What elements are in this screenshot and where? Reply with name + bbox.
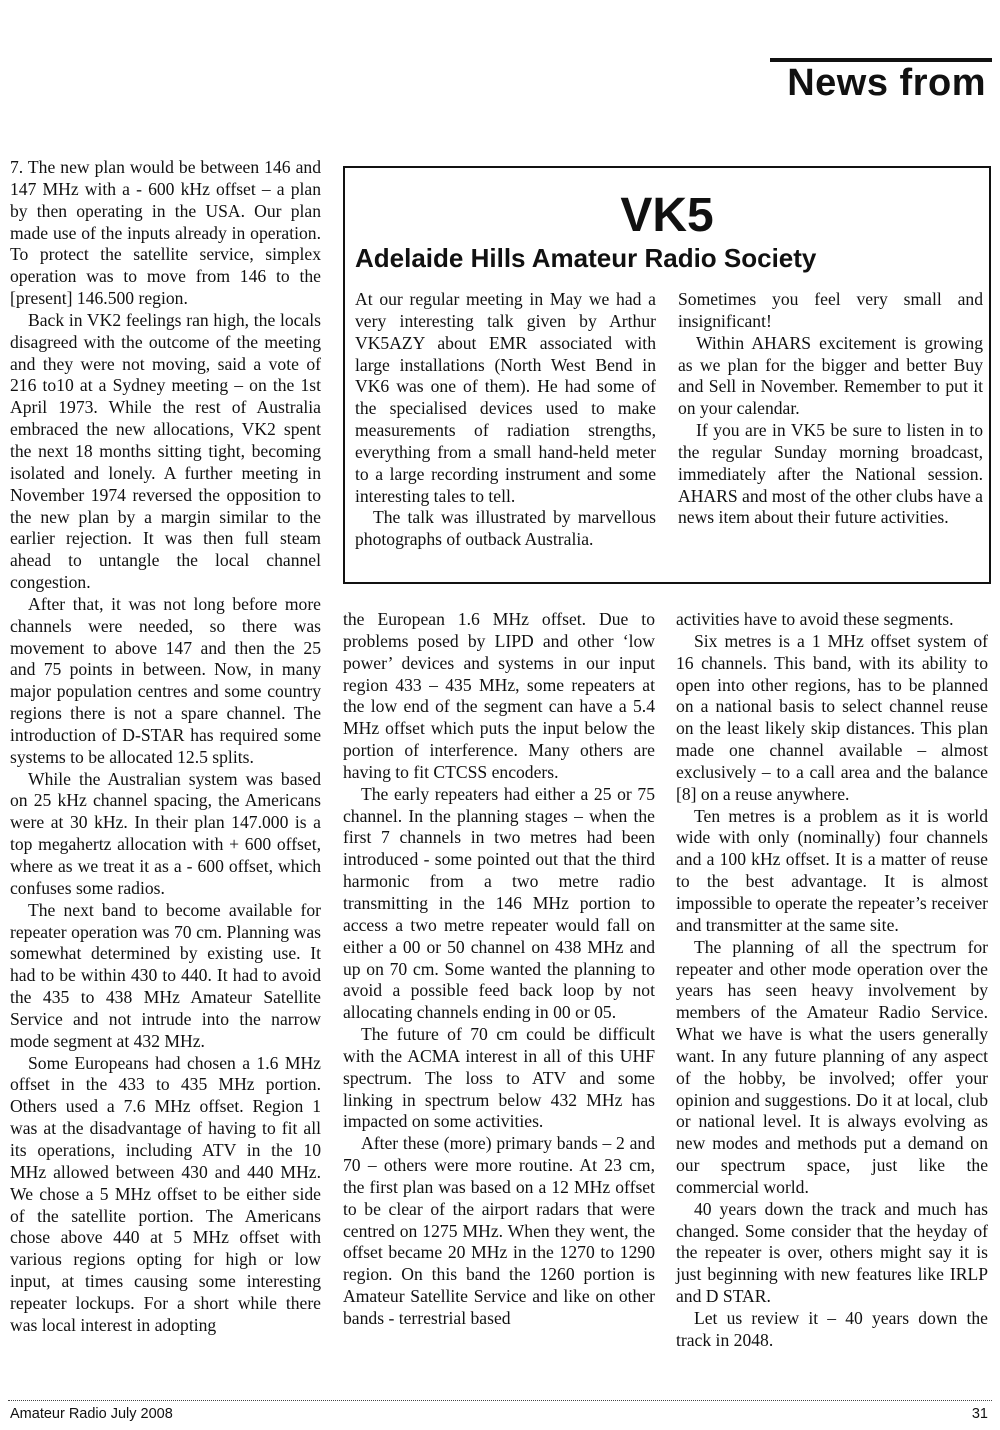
paragraph: 7. The new plan would be between 146 and 147 MHz with a - 600 kHz offset – a plan by then operating in the USA. Our plan made use of the inputs already in operation. To protect the satellite service, simplex operation was to move from 146 to the [present] 146.500 region.	[10, 157, 321, 309]
box-title: VK5	[620, 189, 714, 242]
footer-rule	[8, 1400, 992, 1401]
box-column-left	[355, 289, 656, 551]
paragraph: activities have to avoid these segments.	[676, 609, 954, 629]
paragraph: Some Europeans had chosen a 1.6 MHz offset in the 433 to 435 MHz portion. Others used a 7.6 MHz offset. Region 1 was at the disadvantage of having to fit all its operations, including ATV in the 10 MHz allowed between 430 and 440 MHz. We chose a 5 MHz offset to be either side of the satellite portion. The Americans chose above 440 at 5 MHz offset with various regions opting for high or low input, at times causing some interesting repeater lockups. For a short while there was local interest in adopting	[10, 1052, 321, 1335]
page-number: 31	[971, 1406, 988, 1422]
paragraph: After these (more) primary bands – 2 and 70 – others were more routine. At 23 cm, the first plan was based on a 12 MHz offset to be clear of the airport radars that were centred on 1275 MHz. When they went, the offset became 20 MHz in the 1270 to 1290 region. On this band the 1260 portion is Amateur Satellite Service and like on other bands - terrestrial based	[343, 1133, 655, 1328]
paragraph: Within AHARS excitement is growing as we plan for the bigger and better Buy and Sell in November. Remember to put it on your calendar.	[678, 332, 983, 419]
paragraph: While the Australian system was based on 25 kHz channel spacing, the Americans were at 30 kHz. In their plan 147.000 is a top megahertz allocation with + 600 offset, where as we treat it as a - 600 offset, which confuses some radios.	[10, 768, 321, 898]
paragraph: If you are in VK5 be sure to listen in to the regular Sunday morning broadcast, immediately after the National session. AHARS and most of the other clubs have a news item about their future activities.	[678, 420, 983, 528]
paragraph: Let us review it – 40 years down the track in 2048.	[676, 1308, 988, 1350]
paragraph: the European 1.6 MHz offset. Due to problems posed by LIPD and other ‘low power’ devices and systems in our input region 433 – 435 MHz, some repeaters at the low end of the segment can have a 5.4 MHz offset which puts the input below the portion of interference. Many others are having to fit CTCSS encoders.	[343, 609, 655, 782]
paragraph: The talk was illustrated by marvellous photographs of outback Australia.	[355, 507, 656, 550]
paragraph: 40 years down the track and much has changed. Some consider that the heyday of the repeater is over, others might say it is just beginning with new features like IRLP and D STAR.	[676, 1198, 988, 1307]
paragraph: Back in VK2 feelings ran high, the locals disagreed with the outcome of the meeting and they were not moving, said a vote of 216 to10 at a Sydney meeting – on the 1st April 1973. While the rest of Australia embraced the new allocations, VK2 spent the next 18 months sitting tight, becoming isolated and lonely. A further meeting in November 1974 reversed the opposition to the new plan by a margin similar to the earlier rejection. It was then full steam ahead to untangle the local channel congestion.	[10, 309, 321, 593]
section-title: News from	[787, 62, 986, 104]
article-column-1	[10, 157, 321, 1337]
box-subtitle: Adelaide Hills Amateur Radio Society	[355, 243, 817, 273]
article-column-2	[343, 609, 655, 1330]
vk5-news-box	[343, 166, 991, 584]
article-column-3	[676, 609, 988, 1352]
paragraph: Sometimes you feel very small and insignificant!	[678, 289, 983, 331]
paragraph: At our regular meeting in May we had a very interesting talk given by Arthur VK5AZY about EMR associated with large installations (North West Bend in VK6 was one of them). He had some of the specialised devices used to make measurements of radiation strengths, everything from a small hand-held meter to a large recording instrument and some interesting tales to tell.	[355, 289, 656, 506]
paragraph: After that, it was not long before more channels were needed, so there was movement to above 147 and then the 25 and 75 points in between. Now, in many major population centres and some country regions there is not a spare channel. The introduction of D-STAR has required some systems to be allocated 12.5 splits.	[10, 593, 321, 767]
paragraph: The future of 70 cm could be difficult with the ACMA interest in all of this UHF spectrum. The loss to ATV and some linking in spectrum below 432 MHz has impacted on some activities.	[343, 1024, 655, 1132]
box-column-right	[678, 289, 983, 529]
paragraph: The planning of all the spectrum for repeater and other mode operation over the years has seen heavy involvement by members of the Amateur Radio Service. What we have is what the users generally want. In any future planning of any aspect of the hobby, be involved; offer your opinion and suggestions. Do it at local, club or national level. It is always evolving as new modes and methods put a demand on our spectrum space, just like the commercial world.	[676, 936, 988, 1197]
footer-publication: Amateur Radio July 2008	[10, 1406, 173, 1422]
paragraph: The next band to become available for repeater operation was 70 cm. Planning was somewhat determined by existing use. It had to be within 430 to 440. It had to avoid the 435 to 438 MHz Amateur Satellite Service and not intrude into the narrow mode segment at 432 MHz.	[10, 899, 321, 1051]
paragraph: Ten metres is a problem as it is world wide with only (nominally) four channels and a 100 kHz offset. It is a matter of reuse to the best advantage. It is almost impossible to operate the repeater’s receiver and transmitter at the same site.	[676, 805, 988, 935]
paragraph: Six metres is a 1 MHz offset system of 16 channels. This band, with its ability to open into other regions, has to be planned on a national basis to select channel reuse on the least likely skip distances. This plan made one channel available – almost exclusively – to a call area and the balance [8] on a reuse anywhere.	[676, 630, 988, 804]
paragraph: The early repeaters had either a 25 or 75 channel. In the planning stages – when the first 7 channels in two metres had been introduced - some pointed out that the third harmonic from a two metre radio transmitting in the 146 MHz portion to access a two metre repeater would fall on either a 00 or 50 channel on 438 MHz and up on 70 cm. Some wanted the planning to avoid a possible feed back loop by not allocating channels ending in 00 or 05.	[343, 783, 655, 1023]
